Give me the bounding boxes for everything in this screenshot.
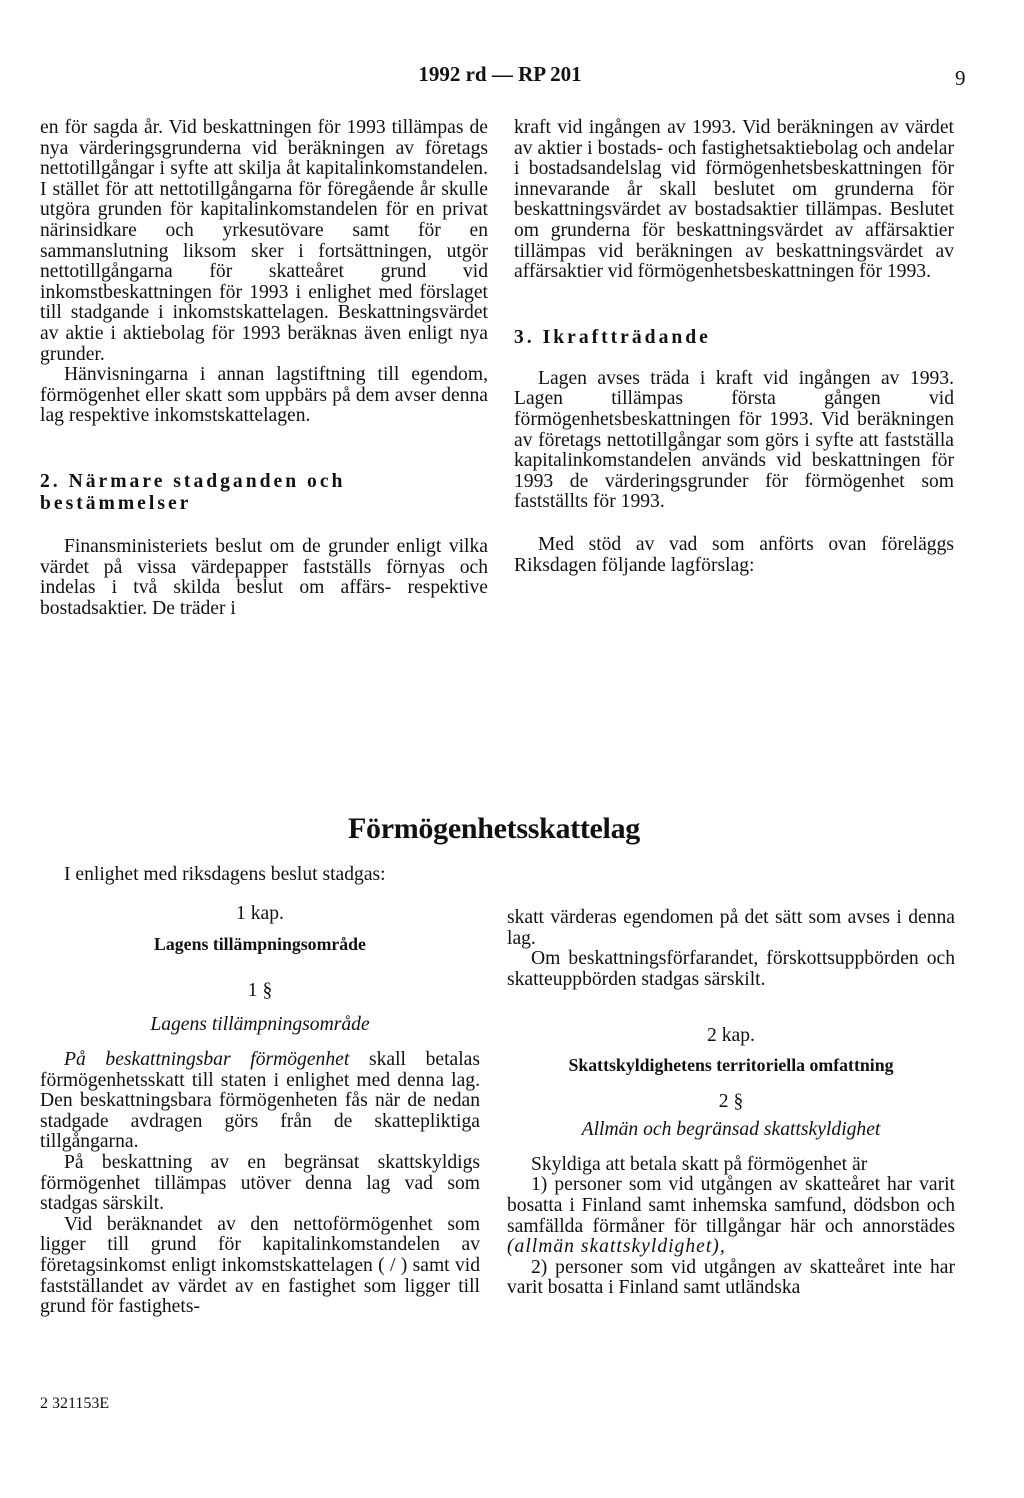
law-title: Förmögenhetsskattelag xyxy=(348,812,640,845)
body-paragraph: Finansministeriets beslut om de grunder enligt vilka värdet på vissa värdepapper fastställs förnyas och indelas i två skilda beslut om affärs- respektive bostadsaktier. De träder i xyxy=(40,535,488,619)
law-preamble: I enlighet med riksdagens beslut stadgas: xyxy=(64,864,386,885)
left-column-top xyxy=(40,118,488,619)
body-paragraph: skatt värderas egendomen på det sätt som avses i denna lag. xyxy=(507,907,955,949)
section-heading: 3. Ikraftträdande xyxy=(514,326,711,348)
body-paragraph: Lagen avses träda i kraft vid ingången av 1993. Lagen tillämpas första gången vid förmögenhetsbeskattningen för 1993. Vid beräkningen av företags nettotillgångar som görs i syfte att fastställa kapitalinkomstandelen används vid beskattningen för 1993 de värderingsgrunder för förmögenhet som fastställts för 1993. xyxy=(514,367,954,513)
section-heading: 2. Närmare stadganden och bestämmelser xyxy=(40,470,346,514)
section-heading: Lagens tillämpningsområde xyxy=(150,1014,370,1036)
section-sign: 2 § xyxy=(718,1090,744,1112)
body-paragraph: Om beskattningsförfarandet, förskottsuppbörden och skatteuppbörden stadgas särskilt. xyxy=(507,948,955,990)
chapter-heading: Lagens tillämpningsområde xyxy=(154,934,366,955)
law-left-column xyxy=(40,865,480,1318)
page-number: 9 xyxy=(955,66,966,90)
list-item: 2) personer som vid utgången av skatteåret inte har varit bosatta i Finland samt utländska xyxy=(507,1256,955,1299)
body-paragraph: Vid beräknandet av den nettoförmögenhet som ligger till grund för kapitalinkomstandelen av företagsinkomst enligt inkomstskattelagen ( / ) samt vid fastställandet av värdet av en fastighet som ligger till grund för fastighets- xyxy=(40,1213,480,1318)
page-header-title: 1992 rd — RP 201 xyxy=(418,62,582,86)
footer-code: 2 321153E xyxy=(40,1395,110,1412)
paragraph-text: skall betalas förmögenhetsskatt till staten i enlighet med denna lag. Den beskattningsbara förmögenheten fås när de nedan stadgade avdragen görs från de skattepliktiga tillgångarna. xyxy=(40,1048,481,1153)
list-item-text: 1) personer som vid utgången av skatteåret har varit bosatta i Finland samt inhemska samfund, dödsbon och samfällda förmåner för tillgångar här och annorstädes xyxy=(507,1174,955,1237)
body-paragraph xyxy=(40,1050,480,1153)
chapter-label: 1 kap. xyxy=(236,902,284,924)
list-item xyxy=(507,1175,955,1257)
italic-term: På beskattningsbar förmögenhet xyxy=(64,1048,350,1070)
body-paragraph: Skyldiga att betala skatt på förmögenhet är xyxy=(531,1153,868,1175)
body-paragraph: Hänvisningarna i annan lagstiftning till egendom, förmögenhet eller skatt som uppbärs på dem avser denna lag respektive inkomstskattelagen. xyxy=(40,364,488,427)
body-paragraph: Med stöd av vad som anförts ovan föreläggs Riksdagen följande lagförslag: xyxy=(514,533,954,576)
section-sign: 1 § xyxy=(247,979,273,1001)
chapter-label: 2 kap. xyxy=(707,1025,755,1047)
body-paragraph: en för sagda år. Vid beskattningen för 1993 tillämpas de nya värderingsgrunderna vid beräkningen av företags nettotillgångar i syfte att skilja åt kapitalinkomstandelen. I stället för att nettotillgångarna för föregående år skulle utgöra grunden för kapitalinkomstandelen för en privat närinsidkare och yrkesutövare samt för en sammanslutning liksom sker i fortsättningen, utgör nettotillgångarna för skatteåret grund vid inkomstbeskattningen för 1993 i enlighet med förslaget till stadgande i inkomstskattelagen. Beskattningsvärdet av aktie i aktiebolag för 1993 beräknas även enligt nya grunder. xyxy=(40,117,488,365)
italic-term: (allmän skattskyldighet), xyxy=(507,1236,726,1258)
law-right-column xyxy=(507,908,955,1299)
chapter-heading: Skattskyldighetens territoriella omfattning xyxy=(568,1054,894,1075)
body-paragraph: På beskattning av en begränsat skattskyldigs förmögenhet tillämpas utöver denna lag vad som stadgas särskilt. xyxy=(40,1151,480,1215)
section-heading: Allmän och begränsad skattskyldighet xyxy=(581,1119,881,1141)
body-paragraph: kraft vid ingången av 1993. Vid beräkningen av värdet av aktier i bostads- och fastighetsaktiebolag och andelar i bostadsandelslag vid förmögenhetsbeskattningen för innevarande år skall beslutet om grunderna för beskattningsvärdet av bostadsaktier tillämpas. Beslutet om grunderna för beskattningsvärdet av affärsaktier tillämpas vid beräkningen av beskattningsvärdet av affärsaktier vid förmögenhetsbeskattningen för 1993. xyxy=(514,117,954,283)
right-column-top xyxy=(514,118,954,576)
